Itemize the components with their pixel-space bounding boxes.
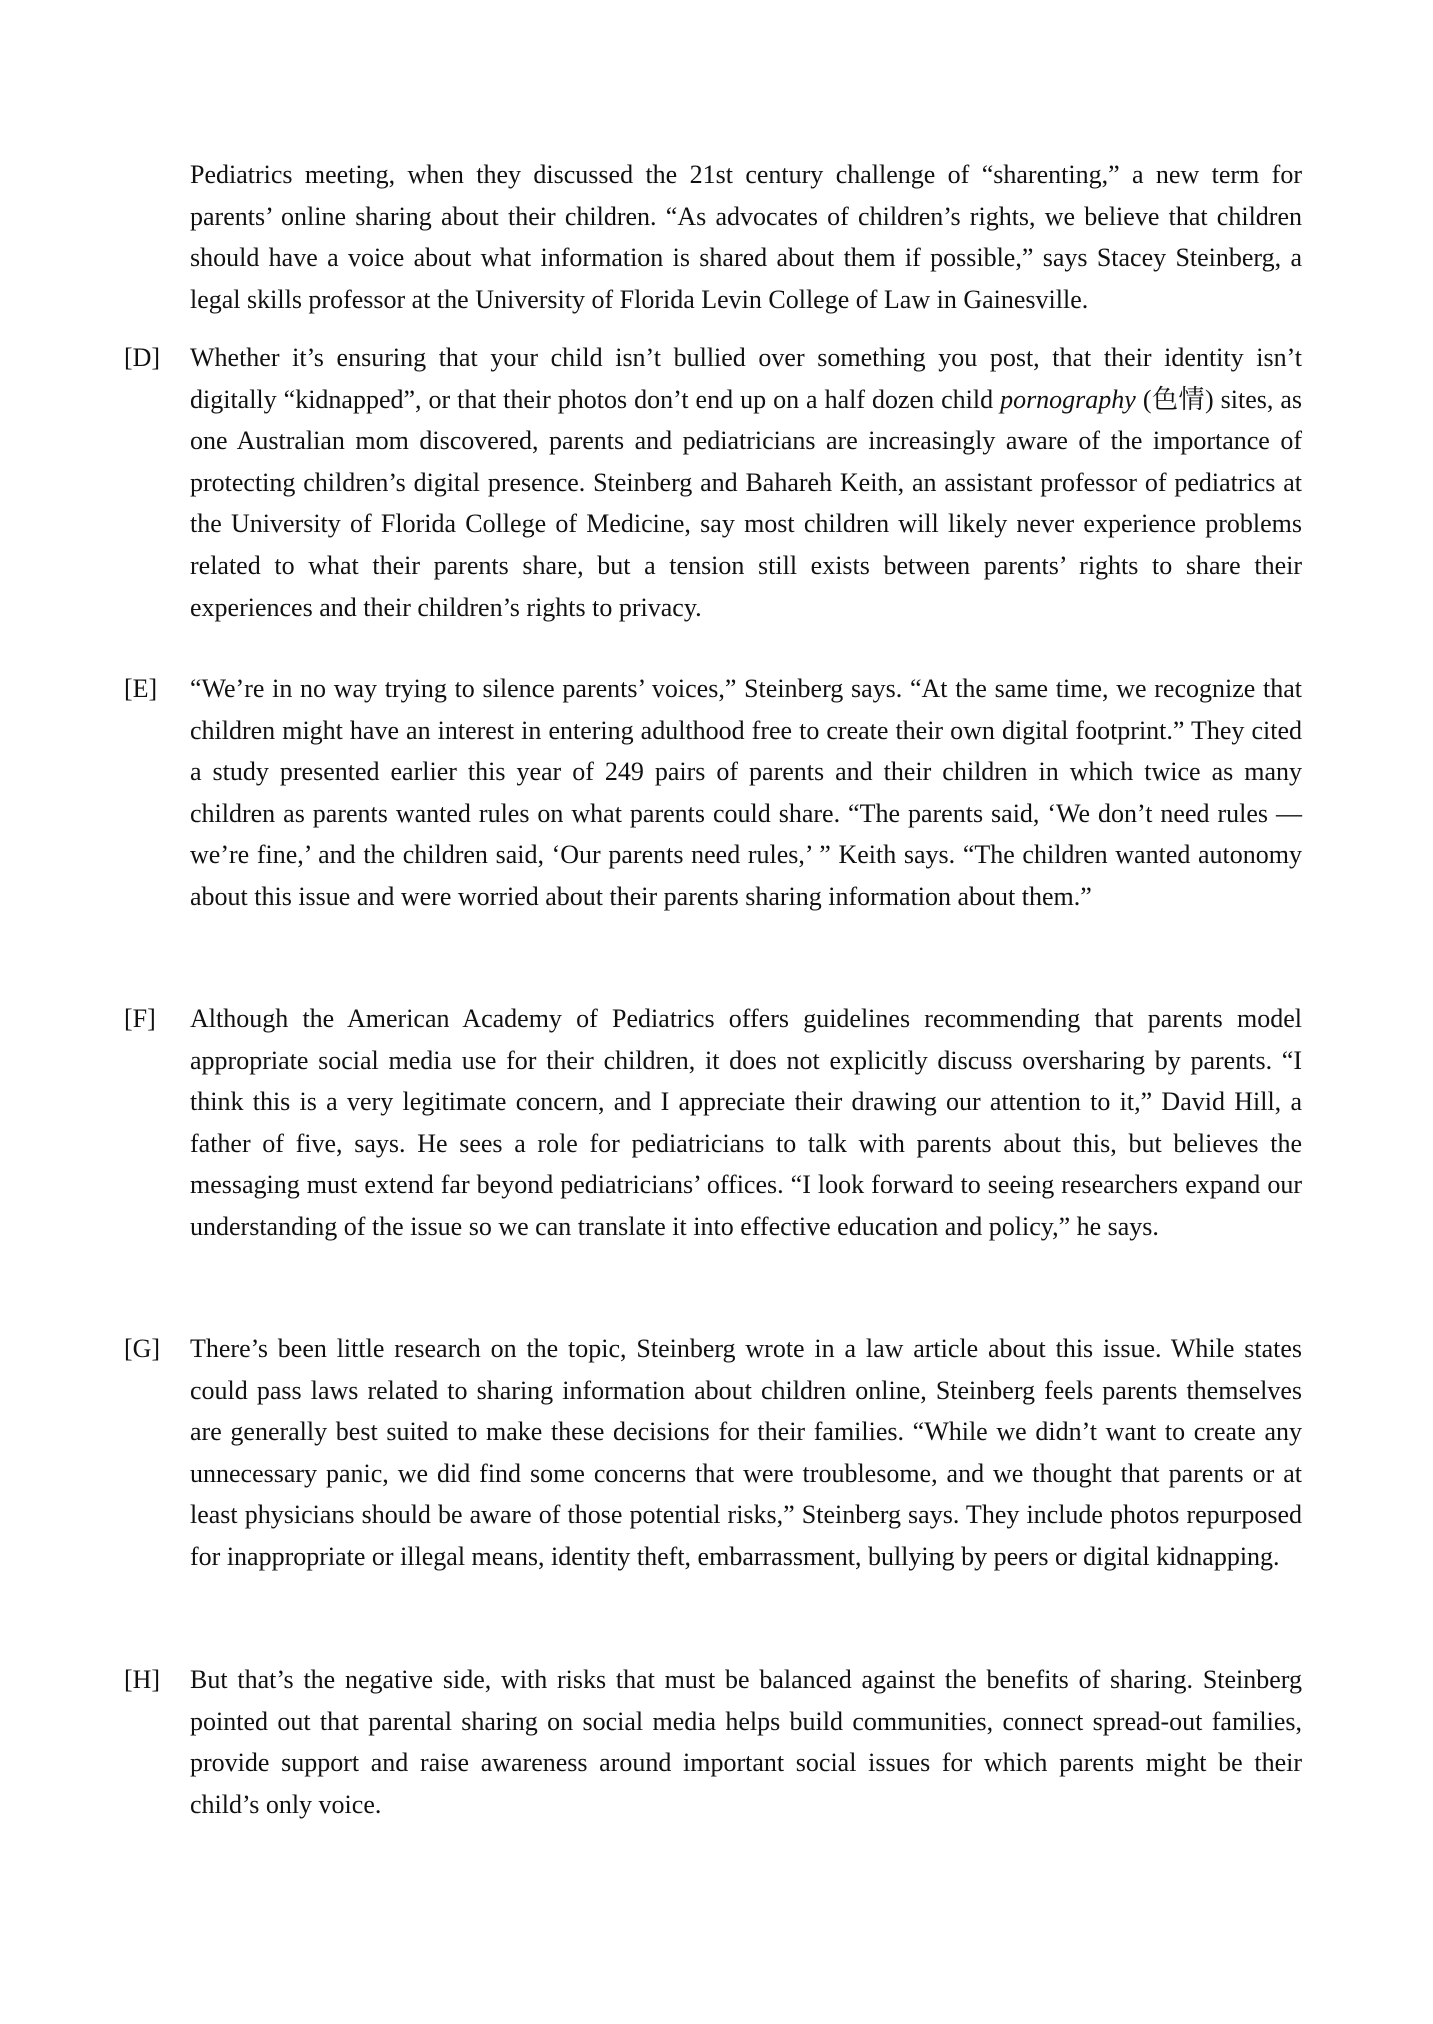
paragraph-g — [124, 1328, 1302, 1578]
paragraph-f — [124, 998, 1302, 1248]
paragraph-italic-term: pornography — [1000, 384, 1136, 414]
paragraph-text: Pediatrics meeting, when they discussed the 21st century challenge of “sharenting,” a new term for parents’ online sharing about their children. “As advocates of children’s rights, we believe that children should have a voice about what information is shared about them if possible,” says Stacey Steinberg, a legal skills professor at the University of Florida Levin College of Law in Gainesville. — [190, 160, 1302, 314]
paragraph-text-after: (色情) sites, as one Australian mom discovered, parents and pediatricians are increasingly aware of the importance of protecting children’s digital presence. Steinberg and Bahareh Keith, an assistant professor of pediatrics at the University of Florida College of Medicine, say most children will likely never experience problems related to what their parents share, but a tension still exists between parents’ rights to share their experiences and their children’s rights to privacy. — [190, 384, 1302, 622]
paragraph-text: But that’s the negative side, with risks that must be balanced against the benefits of sharing. Steinberg pointed out that parental sharing on social media helps build communities, connect spread-out families, provide support and raise awareness around important social issues for which parents might be their child’s only voice. — [190, 1665, 1302, 1819]
paragraph-marker: [H] — [124, 1665, 161, 1694]
paragraph-text: “We’re in no way trying to silence parents’ voices,” Steinberg says. “At the same time, we recognize that children might have an interest in entering adulthood free to create their own digital footprint.” They cited a study presented earlier this year of 249 pairs of parents and their children in which twice as many children as parents wanted rules on what parents could share. “The parents said, ‘We don’t need rules — we’re fine,’ and the children said, ‘Our parents need rules,’ ” Keith says. “The children wanted autonomy about this issue and were worried about their parents sharing information about them.” — [190, 674, 1302, 911]
paragraph-marker: [E] — [124, 674, 158, 703]
paragraph-continued — [190, 154, 1302, 320]
paragraph-e — [124, 668, 1302, 918]
paragraph-marker: [G] — [124, 1334, 161, 1363]
paragraph-h — [124, 1659, 1302, 1825]
paragraph-text: There’s been little research on the topic, Steinberg wrote in a law article about this issue. While states could pass laws related to sharing information about children online, Steinberg feels parents themselves are generally best suited to make these decisions for their families. “While we didn’t want to create any unnecessary panic, we did find some concerns that were troublesome, and we thought that parents or at least physicians should be aware of those potential risks,” Steinberg says. They include photos repurposed for inappropriate or illegal means, identity theft, embarrassment, bullying by peers or digital kidnapping. — [190, 1334, 1302, 1571]
paragraph-marker: [F] — [124, 1004, 156, 1033]
paragraph-marker: [D] — [124, 343, 161, 372]
paragraph-d — [124, 337, 1302, 628]
paragraph-text-before: Whether it’s ensuring that your child isn’t bullied over something you post, that their identity isn’t digitally “kidnapped”, or that their photos don’t end up on a half dozen child — [190, 343, 1302, 414]
paragraph-text: Although the American Academy of Pediatrics offers guidelines recommending that parents model appropriate social media use for their children, it does not explicitly discuss oversharing by parents. “I think this is a very legitimate concern, and I appreciate their drawing our attention to it,” David Hill, a father of five, says. He sees a role for pediatricians to talk with parents about this, but believes the messaging must extend far beyond pediatricians’ offices. “I look forward to seeing researchers expand our understanding of the issue so we can translate it into effective education and policy,” he says. — [190, 1004, 1302, 1241]
